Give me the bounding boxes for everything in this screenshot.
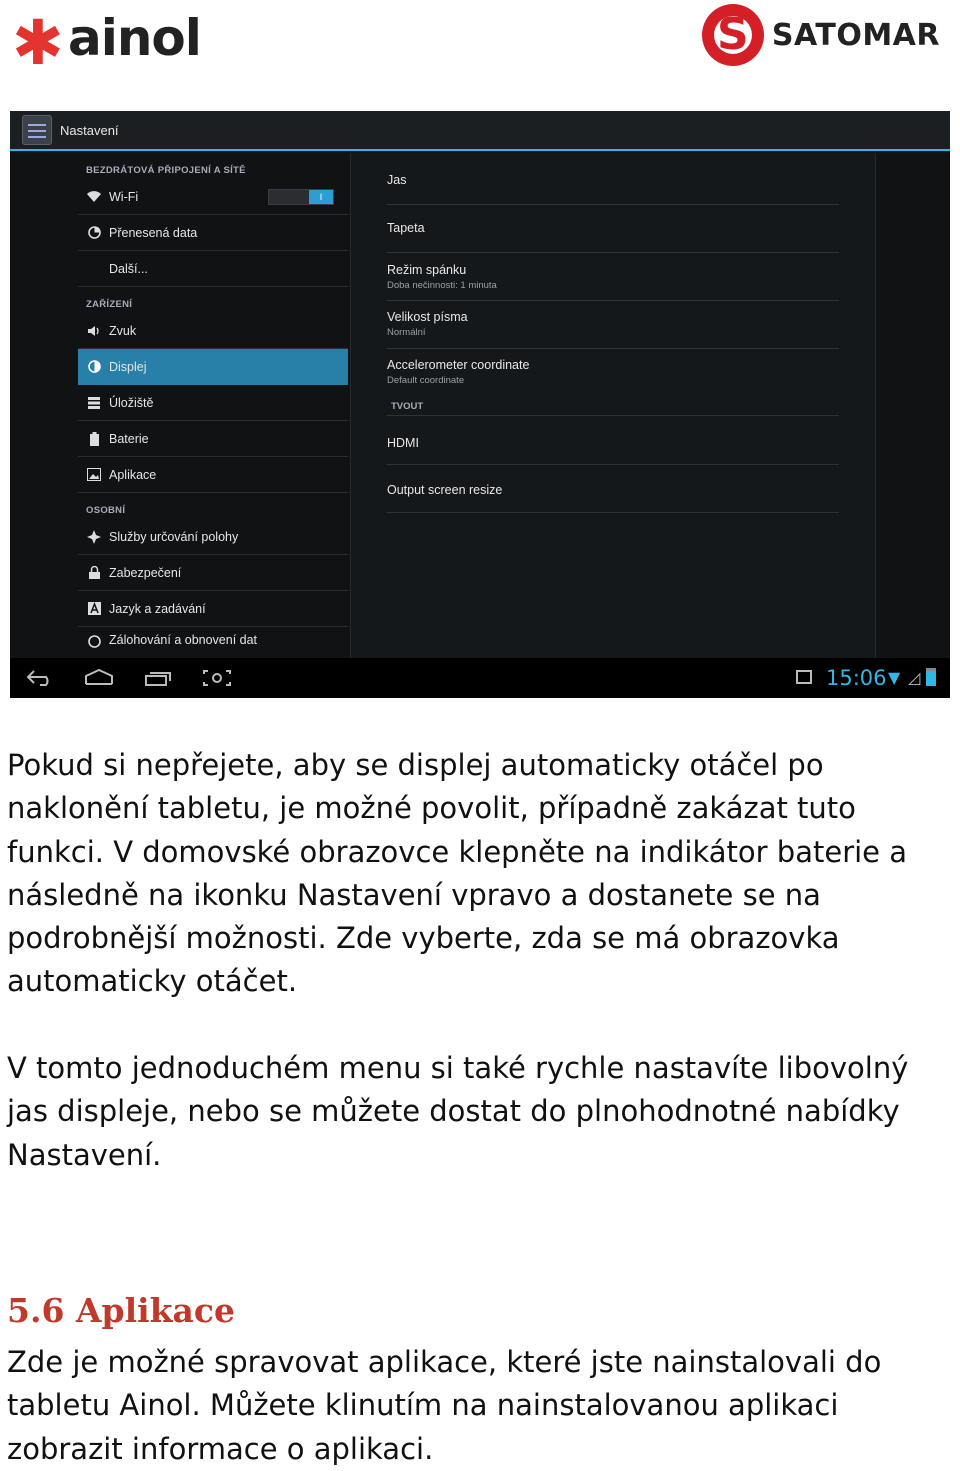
setting-output-resize[interactable]: Output screen resize <box>387 465 839 513</box>
paragraph-applications: Zde je možné spravovat aplikace, které jste nainstalovali do tabletu Ainol. Můžete klinutím na nainstalovanou aplikaci zobrazit informace o aplikaci. <box>7 1345 882 1466</box>
settings-item-language[interactable] <box>78 591 348 627</box>
wifi-icon <box>86 189 102 205</box>
action-bar-title: Nastavení <box>60 122 119 138</box>
ainol-wordmark: ainol <box>67 9 201 67</box>
settings-item-apps[interactable] <box>78 457 348 493</box>
settings-item-battery[interactable] <box>78 421 348 457</box>
settings-item-label: Další... <box>109 261 148 276</box>
wifi-toggle[interactable]: I <box>268 189 334 205</box>
settings-item-label: Služby určování polohy <box>109 529 239 544</box>
section-heading-applications: 5.6 Aplikace <box>7 1291 235 1330</box>
settings-item-label: Baterie <box>109 431 149 446</box>
sound-icon <box>86 323 102 339</box>
settings-item-sound[interactable] <box>78 313 348 349</box>
signal-icon: ◿ <box>908 668 921 687</box>
setting-font-size[interactable]: Velikost písma Normální <box>387 301 839 349</box>
apps-icon <box>86 467 102 483</box>
status-time[interactable]: 15:06 <box>826 666 887 690</box>
language-icon <box>86 601 102 617</box>
battery-status-icon <box>926 668 936 686</box>
data-usage-icon <box>86 225 102 241</box>
section-heading-wireless: BEZDRÁTOVÁ PŘIPOJENÍ A SÍTĚ <box>86 165 246 176</box>
system-navigation-bar <box>10 658 950 698</box>
settings-item-storage[interactable] <box>78 385 348 421</box>
satomar-wordmark: SATOMAR <box>771 17 940 53</box>
action-bar <box>10 111 950 151</box>
setting-brightness[interactable]: Jas <box>387 153 839 205</box>
settings-item-label: Displej <box>109 359 147 374</box>
settings-categories <box>78 153 348 658</box>
settings-item-data-usage[interactable] <box>78 215 348 251</box>
settings-item-location[interactable] <box>78 519 348 555</box>
section-heading-device: ZAŘÍZENÍ <box>86 299 133 310</box>
setting-hdmi[interactable]: HDMI <box>387 415 839 465</box>
settings-item-label: Zvuk <box>109 323 137 338</box>
gallery-notification-icon[interactable] <box>796 670 812 684</box>
paragraph-quick-menu: V tomto jednoduchém menu si také rychle nastavíte libovolný jas displeje, nebo se můžete dostat do plnohodnotné nabídky Nastavení. <box>7 1051 909 1172</box>
location-icon <box>86 529 102 545</box>
section-heading-personal: OSOBNÍ <box>86 505 126 516</box>
settings-item-display[interactable] <box>78 349 348 385</box>
settings-item-label: Zálohování a obnovení dat <box>109 633 258 647</box>
section-heading-tvout: TVOUT <box>391 401 424 412</box>
settings-item-more[interactable] <box>78 251 348 287</box>
settings-app-icon[interactable] <box>22 115 52 145</box>
settings-item-backup[interactable] <box>78 627 348 647</box>
settings-item-label: Jazyk a zadávání <box>109 601 206 616</box>
lock-icon <box>86 565 102 581</box>
satomar-logo <box>702 4 940 66</box>
setting-accelerometer[interactable]: Accelerometer coordinate Default coordinate <box>387 358 530 386</box>
asterisk-icon: ✱ <box>12 6 64 79</box>
settings-item-label: Úložiště <box>109 395 154 410</box>
settings-item-label: Aplikace <box>109 467 157 482</box>
wifi-status-icon: ▼ <box>888 668 901 687</box>
recent-apps-icon[interactable] <box>144 668 172 691</box>
settings-item-label: Wi-Fi <box>109 189 139 204</box>
setting-wallpaper[interactable]: Tapeta <box>387 205 839 253</box>
storage-icon <box>86 395 102 411</box>
settings-item-label: Přenesená data <box>109 225 198 240</box>
display-icon <box>86 359 102 375</box>
battery-icon <box>86 431 102 447</box>
satomar-mark-icon: S <box>702 4 764 66</box>
ainol-logo <box>12 6 201 79</box>
setting-sleep[interactable]: Režim spánku Doba nečinnosti: 1 minuta <box>387 253 839 301</box>
settings-item-security[interactable] <box>78 555 348 591</box>
display-settings-panel <box>350 153 876 658</box>
paragraph-rotation: Pokud si nepřejete, aby se displej automaticky otáčel po naklonění tabletu, je možné povolit, případně zakázat tuto funkci. V domovské obrazovce klepněte na indikátor baterie a následně na ikonku Nastavení vpravo a dostanete se na podrobnější možnosti. Zde vyberte, zda se má obrazovka automaticky otáčet. <box>7 748 908 999</box>
home-icon[interactable] <box>84 668 114 691</box>
settings-screenshot <box>10 111 950 698</box>
backup-icon <box>86 633 102 649</box>
back-icon[interactable] <box>26 668 54 691</box>
screenshot-icon[interactable] <box>202 668 232 691</box>
settings-item-wifi[interactable] <box>78 179 348 215</box>
settings-item-label: Zabezpečení <box>109 565 182 580</box>
